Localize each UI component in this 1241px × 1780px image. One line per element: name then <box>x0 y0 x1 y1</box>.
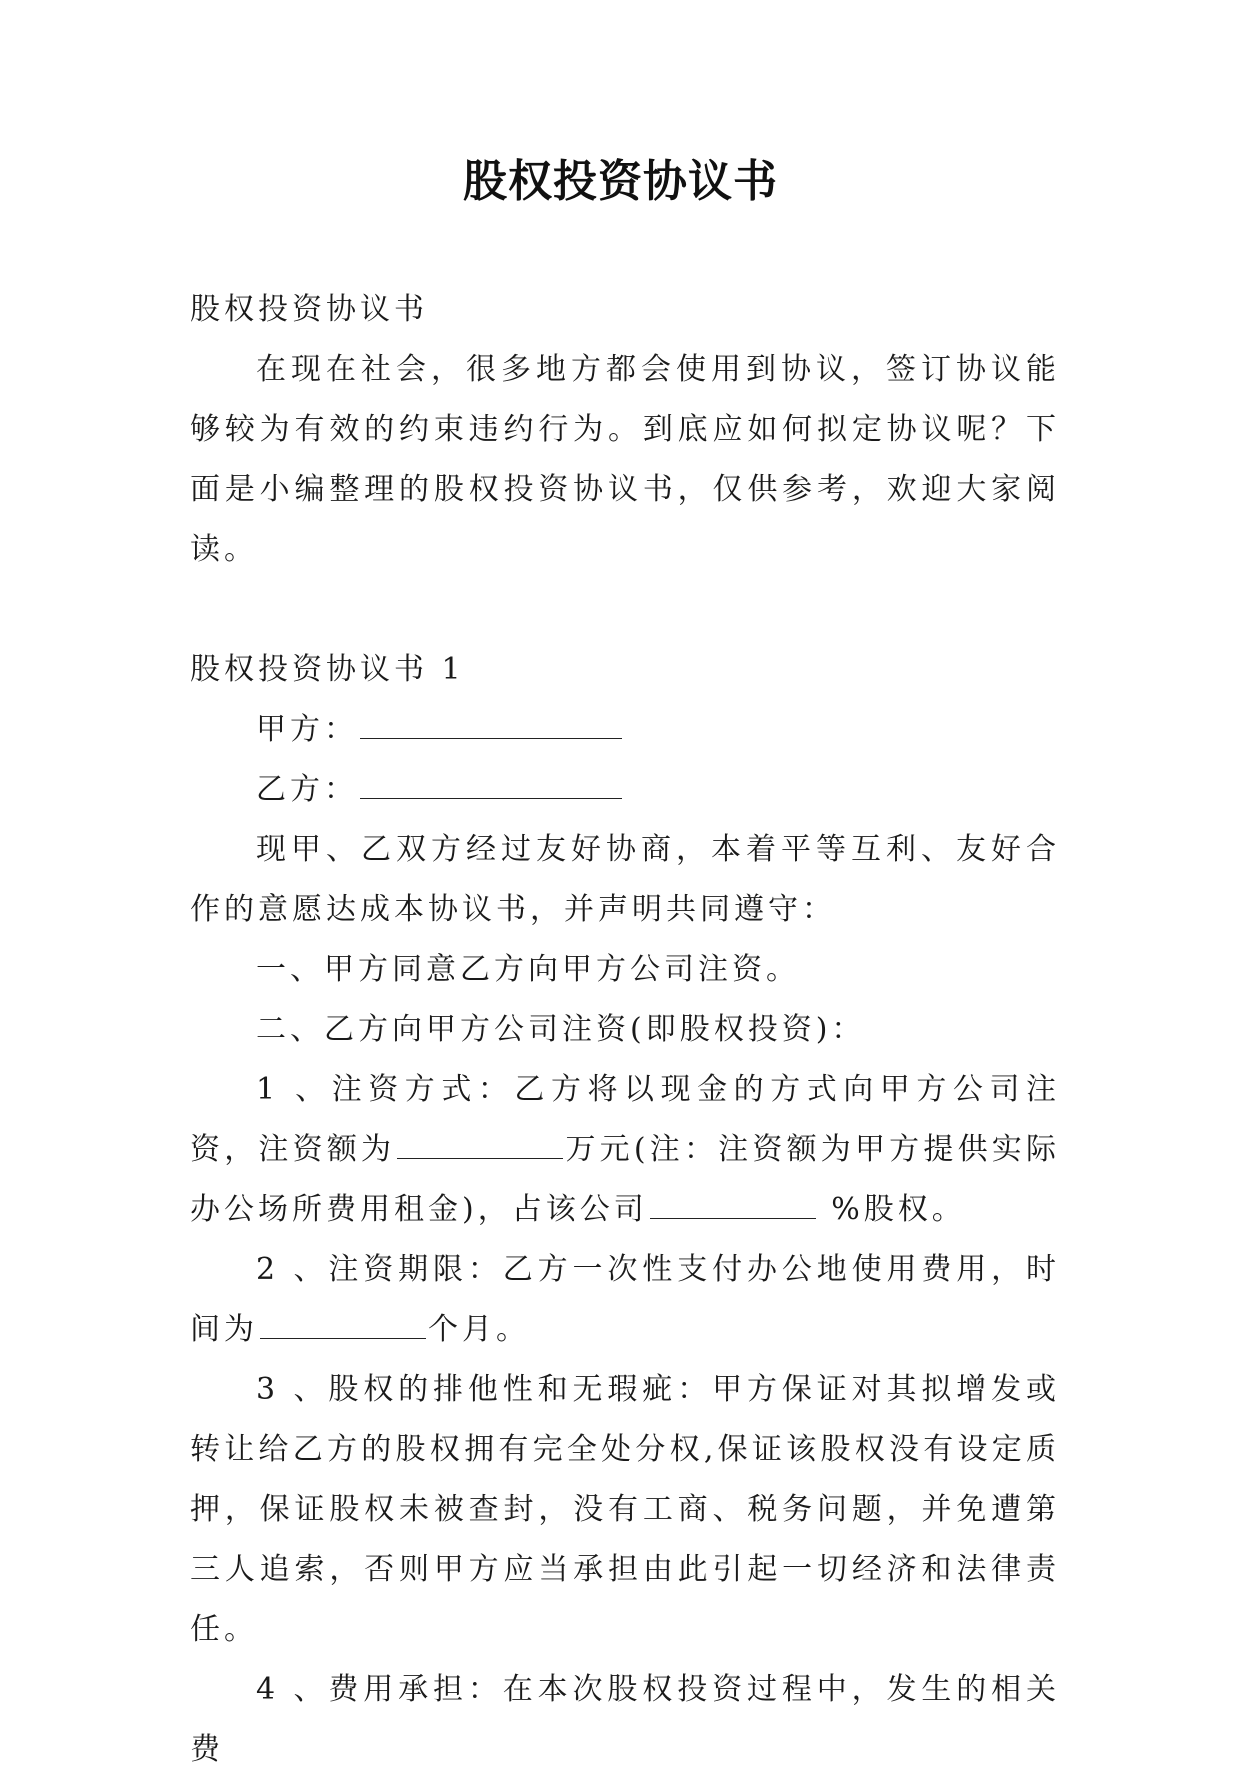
intro-paragraph: 在现在社会，很多地方都会使用到协议，签订协议能够较为有效的约束违约行为。到底应如何拟定协议呢？下面是小编整理的股权投资协议书，仅供参考，欢迎大家阅读。 <box>190 352 1060 567</box>
term-months-blank <box>260 1308 426 1339</box>
item-1-paragraph <box>190 1060 1060 1240</box>
party-a-label: 甲方： <box>256 712 358 747</box>
document-subtitle: 股权投资协议书 <box>190 292 428 327</box>
item-2-text-a: 2 、注资期限：乙方一次性支付办公地使用费用，时间为 <box>190 1252 1060 1347</box>
item-3-paragraph: 3 、股权的排他性和无瑕疵：甲方保证对其拟增发或转让给乙方的股权拥有完全处分权,保证该股权没有设定质押，保证股权未被查封，没有工商、税务问题，并免遭第三人追索，否则甲方应当承担由此引起一切经济和法律责任。 <box>190 1372 1060 1647</box>
document-body <box>190 280 1060 1780</box>
section-heading: 股权投资协议书 1 <box>190 652 465 687</box>
clause-2: 二、乙方向甲方公司注资(即股权投资)： <box>256 1012 866 1047</box>
document-title: 股权投资协议书 <box>463 156 778 207</box>
party-b-line <box>190 760 1060 820</box>
party-a-blank <box>360 708 622 739</box>
party-a-line <box>190 700 1060 760</box>
item-2-text-b: 个月。 <box>428 1312 530 1347</box>
item-1-text-b: 万元(注：注资额为甲方提供实际办公场所费用租金)，占该公司 <box>190 1132 1060 1227</box>
investment-amount-blank <box>397 1128 563 1159</box>
equity-percent-blank <box>650 1188 816 1219</box>
preamble-paragraph: 现甲、乙双方经过友好协商，本着平等互利、友好合作的意愿达成本协议书，并声明共同遵守： <box>190 832 1060 927</box>
item-1-text-a: 1 、注资方式：乙方将以现金的方式向甲方公司注资，注资额为 <box>190 1072 1060 1167</box>
party-b-blank <box>360 768 622 799</box>
clause-1: 一、甲方同意乙方向甲方公司注资。 <box>256 952 800 987</box>
party-b-label: 乙方： <box>256 772 358 807</box>
item-2-paragraph <box>190 1240 1060 1360</box>
item-4-paragraph: 4 、费用承担：在本次股权投资过程中，发生的相关费 <box>190 1672 1060 1767</box>
item-1-text-c: %股权。 <box>817 1192 966 1227</box>
